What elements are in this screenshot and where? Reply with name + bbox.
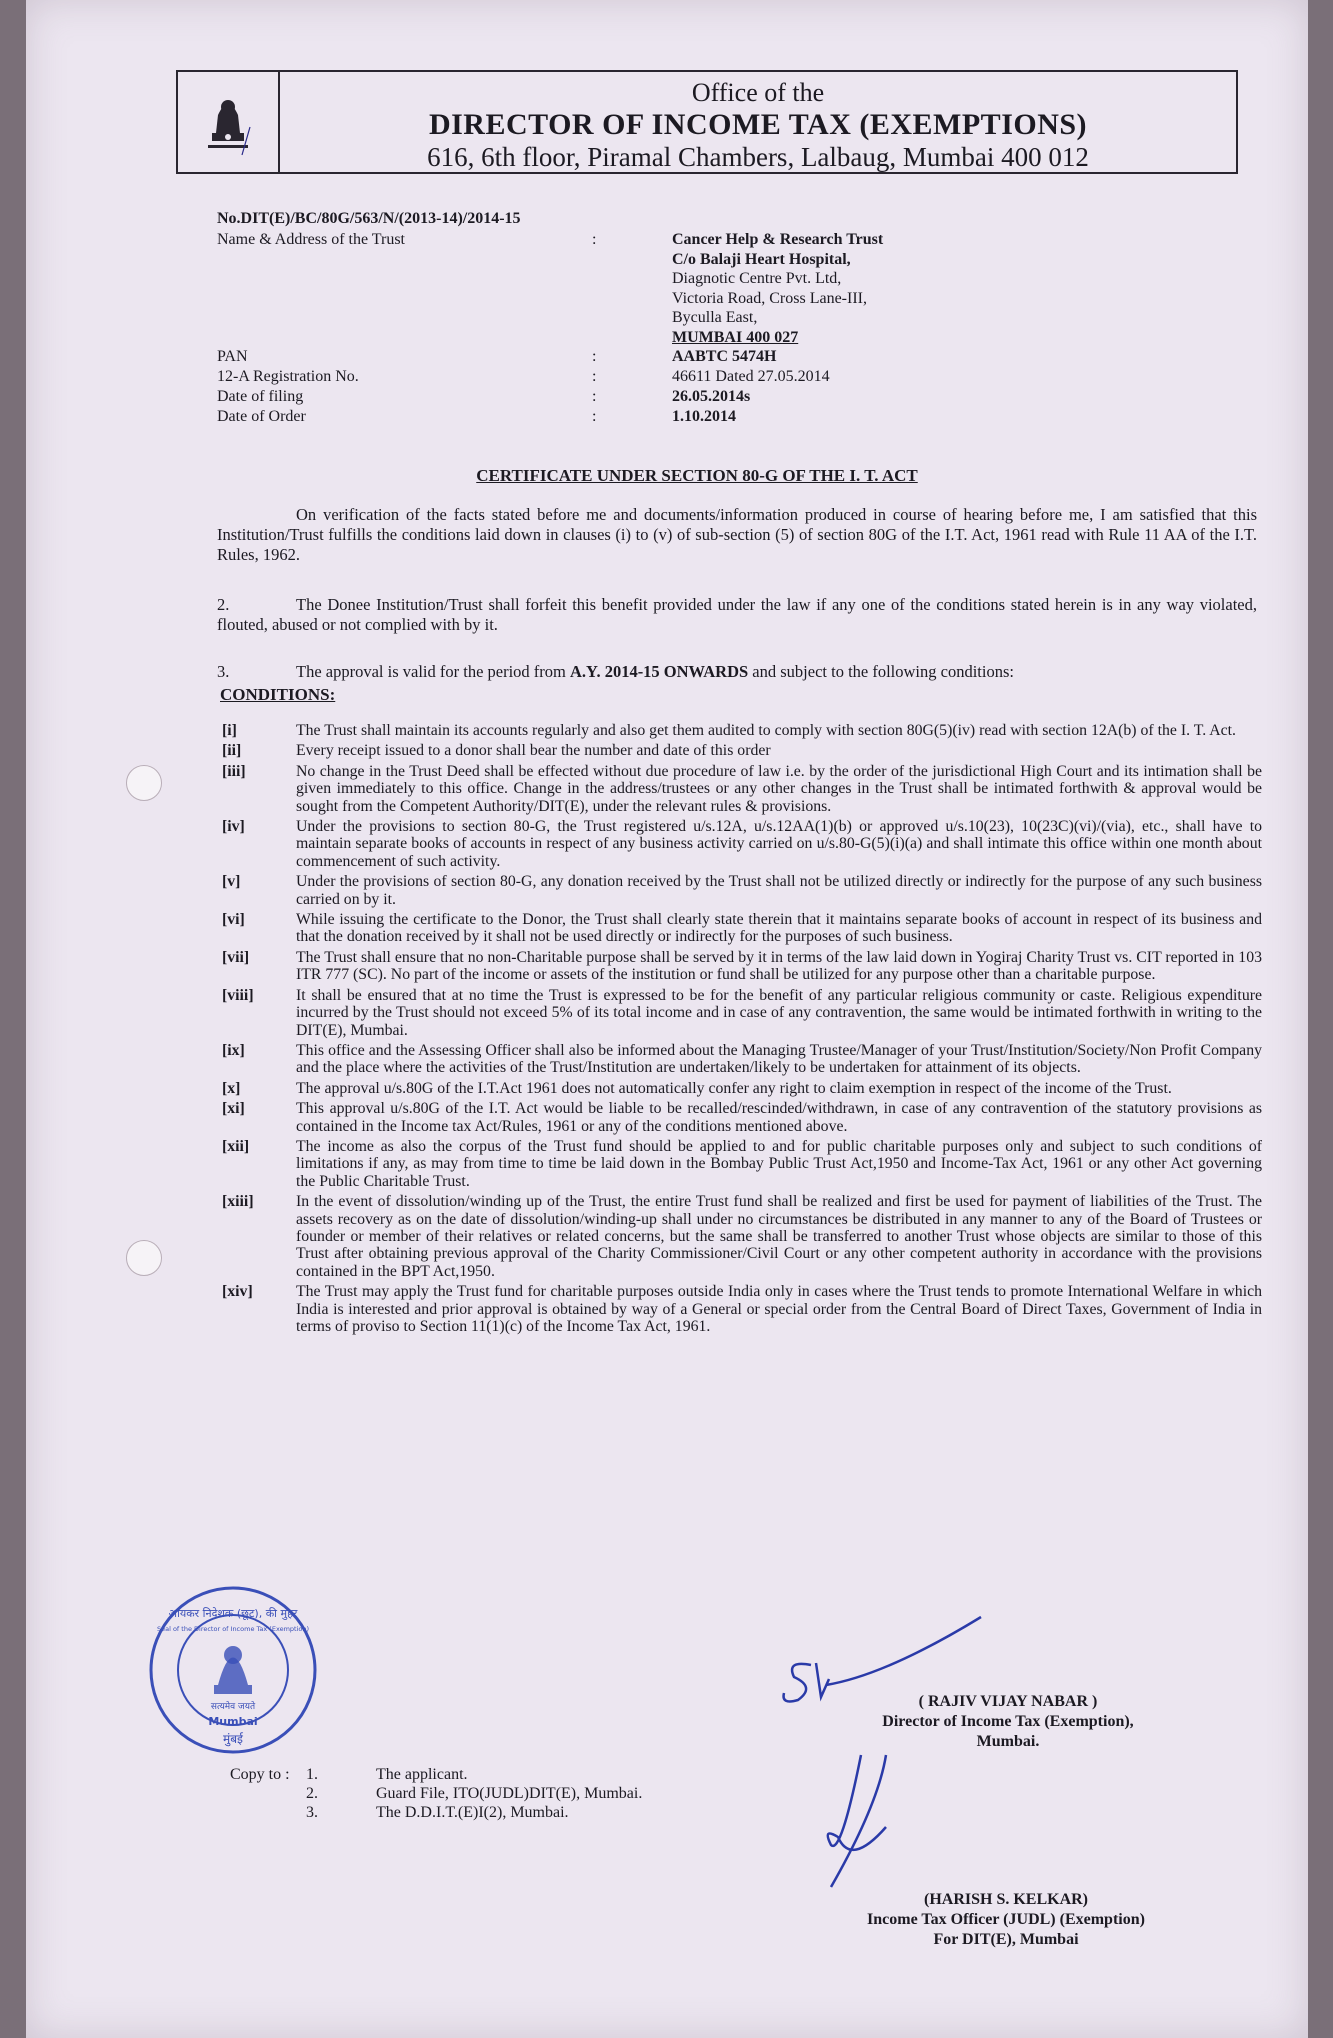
address-line: C/o Balaji Heart Hospital, (672, 250, 851, 268)
official-seal (148, 1585, 318, 1755)
condition-number: [x] (222, 1079, 241, 1097)
condition-text: The Trust shall maintain its accounts regularly and also get them audited to comply with section 80G(5)(iv) read with section 12A(b) of the I. T. Act. (296, 722, 1237, 739)
director-title: Director of Income Tax (Exemption), (882, 1713, 1134, 1730)
colon: : (592, 408, 597, 425)
condition-text: Every receipt issued to a donor shall bear the number and date of this order (296, 742, 771, 760)
condition-number: [ii] (222, 742, 242, 760)
paragraph-1: On verification of the facts stated before me and documents/information produced in course of hearing before me, I am satisfied that this Institution/Trust fulfills the conditions laid down in clauses (i) to (v) of sub-section (5) of section 80G of the I.T. Act, 1961 read with Rule 11 AA of the I.T. Rules, 1962. (217, 505, 1257, 564)
condition-number: [iii] (222, 762, 246, 780)
condition-item (222, 1283, 1262, 1335)
ito-name: (HARISH S. KELKAR) (923, 1891, 1089, 1908)
signer-director (858, 1692, 1158, 1752)
name-address-label: Name & Address of the Trust (217, 231, 405, 248)
paragraph-number: 3. (217, 662, 230, 681)
seal-ring-text: Seal of the Director of Income Tax (Exemption) (156, 1625, 310, 1633)
signer-ito (816, 1890, 1196, 1950)
condition-number: [viii] (222, 986, 254, 1004)
condition-number: [iv] (222, 818, 245, 836)
signature-stroke (784, 1664, 811, 1702)
filing-date-value: 26.05.2014s (672, 388, 751, 405)
condition-number: [ix] (222, 1041, 245, 1059)
condition-item (222, 911, 1262, 946)
colon: : (592, 231, 597, 248)
paragraph-number: 2. (217, 595, 230, 614)
copy-number: 3. (306, 1804, 318, 1821)
paragraph-text: The approval is valid for the period from (296, 662, 570, 681)
condition-text: In the event of dissolution/winding up of the Trust, the entire Trust fund shall be realized and first be used for payment of liabilities of the Trust. The assets recovery as on the date of dissolution/winding-up shall under no circumstances be distributed in any manner to any of the Board of Trustees or founder or member of their relatives or related concerns, but the same shall be transferred to another Trust whose objects are similar to those of this Trust after obtaining previous approval of the Charity Commissioner/Civil Court or any other competent authority in accordance with the provisions contained in the BPT Act,1950. (296, 1193, 1262, 1280)
document-page (26, 0, 1308, 2038)
paragraph-2 (217, 595, 1257, 635)
colon: : (592, 368, 597, 385)
condition-number: [i] (222, 722, 237, 739)
condition-text: No change in the Trust Deed shall be effected without due procedure of law i.e. by the order of the jurisdictional High Court and its intimation shall be given immediately to this office. Change in the address/trustees or any other changes in the Trust shall be intimated forthwith & approval would be sought from the Competent Authority/DIT(E), under the relevant rules & provisions. (296, 762, 1262, 815)
seal-top-text: आयकर निदेशक (छूट), की मुहर (168, 1607, 298, 1620)
condition-item (222, 742, 1262, 759)
condition-item (222, 1100, 1262, 1135)
director-city: Mumbai. (976, 1733, 1040, 1750)
condition-text: The Trust shall ensure that no non-Charitable purpose shall be served by it in terms of the law laid down in Yogiraj Charity Trust vs. CIT reported in 103 ITR 777 (SC). No part of the income or assets of the institution or fund shall be utilized for any purpose other than a charitable purpose. (296, 948, 1262, 984)
condition-item (222, 1193, 1262, 1280)
copy-number: 2. (306, 1785, 318, 1802)
trust-details (217, 230, 1117, 427)
condition-item (222, 722, 1262, 739)
copy-recipient: The applicant. (376, 1766, 468, 1783)
trust-address (672, 230, 1117, 347)
paragraph-text: and subject to the following conditions: (748, 662, 1014, 681)
condition-item (222, 1042, 1262, 1077)
seal-city: Mumbai (208, 1715, 258, 1728)
condition-item (222, 1138, 1262, 1190)
address-line: Cancer Help & Research Trust (672, 231, 884, 248)
conditions-heading: CONDITIONS: (220, 685, 336, 704)
copy-recipient: The D.D.I.T.(E)I(2), Mumbai. (376, 1804, 569, 1821)
condition-number: [xiii] (222, 1193, 254, 1211)
condition-item (222, 763, 1262, 815)
signature-stroke (816, 1663, 829, 1697)
punch-hole (126, 765, 162, 801)
address-line: Victoria Road, Cross Lane-III, (672, 289, 867, 307)
condition-number: [xi] (222, 1100, 245, 1118)
condition-text: The Trust may apply the Trust fund for charitable purposes outside India only in cases where the Trust tends to promote International Welfare in which India is interested and prior approval is obtained by way of a General or special order from the Central Board of Direct Taxes, Government of India in terms of proviso to Section 11(1)(c) of the Income Tax Act, 1961. (296, 1283, 1262, 1335)
letterhead-address: 616, 6th floor, Piramal Chambers, Lalbaug, Mumbai 400 012 (427, 142, 1089, 172)
signature-stroke (831, 1755, 886, 1887)
emblem-box (178, 72, 280, 172)
condition-text: Under the provisions to section 80-G, the Trust registered u/s.12A, u/s.12AA(1)(b) or approved u/s.10(23), 10(23C)(vi)/(via), etc., shall have to maintain separate books of accounts in respect of any business activity carried on u/s.80-G(5)(i)(a) and shall intimate this office within one month about commencement of such activity. (296, 818, 1262, 870)
copy-to (230, 1765, 642, 1822)
letterhead-office: Office of the (691, 78, 825, 107)
condition-item (222, 987, 1262, 1039)
condition-item (222, 873, 1262, 908)
seal-motto: सत्यमेव जयते (210, 1702, 256, 1712)
national-emblem-icon (198, 85, 258, 159)
condition-text: This office and the Assessing Officer shall also be informed about the Managing Trustee/Manager of your Trust/Institution/Society/Non Profit Company and the place where the activities of the Trust/Institution are undertaken/likely to be undertaken for attainment of its objects. (296, 1041, 1262, 1077)
colon: : (592, 388, 597, 405)
order-date-value: 1.10.2014 (672, 408, 736, 425)
condition-text: The approval u/s.80G of the I.T.Act 1961 does not automatically confer any right to claim exemption in respect of the income of the Trust. (296, 1079, 1172, 1097)
paragraph-3 (217, 662, 1257, 682)
letterhead (176, 70, 1238, 174)
condition-text: It shall be ensured that at no time the Trust is expressed to be for the benefit of any particular religious community or caste. Religious expenditure incurred by the Trust should not exceed 5% of its total income and in case of any contravention, the same would be intimated forthwith in writing to the DIT(E), Mumbai. (296, 986, 1262, 1039)
condition-number: [xii] (222, 1137, 250, 1155)
pan-value: AABTC 5474H (672, 348, 777, 365)
certificate-title: CERTIFICATE UNDER SECTION 80-G OF THE I. T. ACT (476, 466, 918, 485)
copy-number: 1. (306, 1766, 318, 1783)
assessment-year: A.Y. 2014-15 ONWARDS (570, 662, 749, 681)
condition-number: [vi] (222, 911, 245, 929)
ito-title: Income Tax Officer (JUDL) (Exemption) (867, 1911, 1145, 1928)
condition-number: [xiv] (222, 1283, 253, 1301)
copy-to-label: Copy to : (230, 1766, 290, 1783)
registration-value: 46611 Dated 27.05.2014 (672, 368, 830, 385)
condition-item (222, 1080, 1262, 1097)
condition-text: This approval u/s.80G of the I.T. Act would be liable to be recalled/rescinded/withdrawn, in case of any contravention of the statutory provisions as contained in the Income tax Act/Rules, 1961 or any of the conditions mentioned above. (296, 1100, 1262, 1135)
copy-recipient: Guard File, ITO(JUDL)DIT(E), Mumbai. (376, 1785, 643, 1802)
condition-item (222, 818, 1262, 870)
order-date-label: Date of Order (217, 408, 306, 425)
reference-number: No.DIT(E)/BC/80G/563/N/(2013-14)/2014-15 (217, 210, 521, 227)
pan-label: PAN (217, 348, 248, 365)
signature-stroke (826, 1617, 981, 1685)
director-name: ( RAJIV VIJAY NABAR ) (918, 1693, 1098, 1710)
seal-city-hindi: मुंबई (223, 1732, 243, 1746)
paragraph-text: The Donee Institution/Trust shall forfeit this benefit provided under the law if any one of the conditions stated herein is in any way violated, flouted, abused or not complied with by it. (217, 595, 1257, 634)
address-line: Byculla East, (672, 309, 758, 326)
ito-for: For DIT(E), Mumbai (933, 1931, 1079, 1948)
condition-text: The income as also the corpus of the Trust fund should be applied to and for public charitable purposes only and subject to such conditions of limitations if any, as may from time to time be laid down in the Bombay Public Trust Act,1950 and Income-Tax Act, 1961 or any other Act governing the Public Charitable Trust. (296, 1137, 1262, 1190)
condition-text: Under the provisions of section 80-G, any donation received by the Trust shall not be utilized directly or indirectly for the purpose of any such business carried on by it. (296, 873, 1262, 908)
condition-number: [vii] (222, 948, 250, 966)
colon: : (592, 348, 597, 365)
address-line: MUMBAI 400 027 (672, 328, 799, 346)
condition-text: While issuing the certificate to the Donor, the Trust shall clearly state therein that it maintains separate books of account in respect of its business and that the donation received by it shall not be used directly or indirectly for the purposes of such business. (296, 911, 1262, 946)
address-line: Diagnotic Centre Pvt. Ltd, (672, 270, 842, 287)
condition-number: [v] (222, 873, 241, 891)
filing-date-label: Date of filing (217, 388, 304, 405)
condition-item (222, 949, 1262, 984)
registration-label: 12-A Registration No. (217, 368, 359, 385)
letterhead-title: DIRECTOR OF INCOME TAX (EXEMPTIONS) (428, 108, 1088, 141)
punch-hole (126, 1240, 162, 1276)
conditions-list (222, 722, 1262, 1338)
